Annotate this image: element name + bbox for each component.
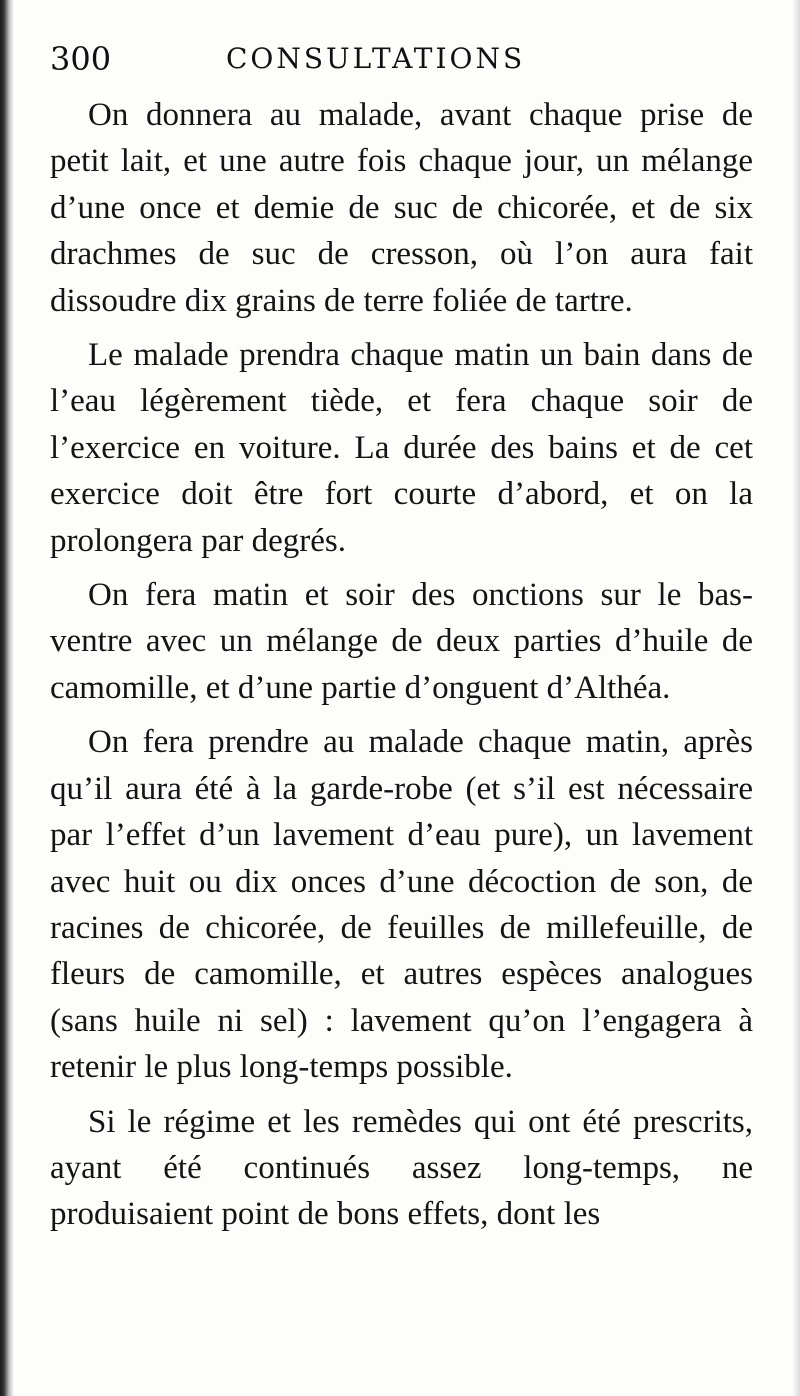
page-number: 300 bbox=[50, 40, 112, 78]
page-header bbox=[50, 36, 770, 86]
paragraph-1: On donnera au malade, avant chaque prise de petit lait, et une autre fois chaque jour, un mélange d’une once et demie de suc de chicorée, et de six drachmes de suc de cresson, où l’on aura fait dissoudre dix grains de terre foliée de tartre. bbox=[50, 97, 753, 319]
body-text bbox=[50, 92, 753, 1238]
page-edge-shadow bbox=[792, 0, 800, 1396]
paragraph-5: Si le régime et les remèdes qui ont été prescrits, ayant été continués assez long-temps, ne produisaient point de bons effets, dont les bbox=[50, 1103, 753, 1233]
paragraph-4: On fera prendre au malade chaque matin, après qu’il aura été à la garde-robe (et s’il est nécessaire par l’effet d’un lavement d’eau pure), un lavement avec huit ou dix onces d’une décoction de son, de racines de chicorée, de feuilles de millefeuille, de fleurs de camomille, et autres espèces analogues (sans huile ni sel) : lavement qu’on l’engagera à retenir le plus long-temps possible. bbox=[50, 724, 753, 1086]
page-gutter-shadow bbox=[0, 0, 14, 1396]
running-head: CONSULTATIONS bbox=[226, 42, 526, 75]
paragraph-2: Le malade prendra chaque matin un bain dans de l’eau légèrement tiède, et fera chaque soir de l’exercice en voiture. La durée des bains et de cet exercice doit être fort courte d’abord, et on la prolongera par degrés. bbox=[50, 337, 753, 559]
paragraph-3: On fera matin et soir des onctions sur le bas-ventre avec un mélange de deux parties d’huile de camomille, et d’une partie d’onguent d’Althéa. bbox=[50, 577, 753, 706]
